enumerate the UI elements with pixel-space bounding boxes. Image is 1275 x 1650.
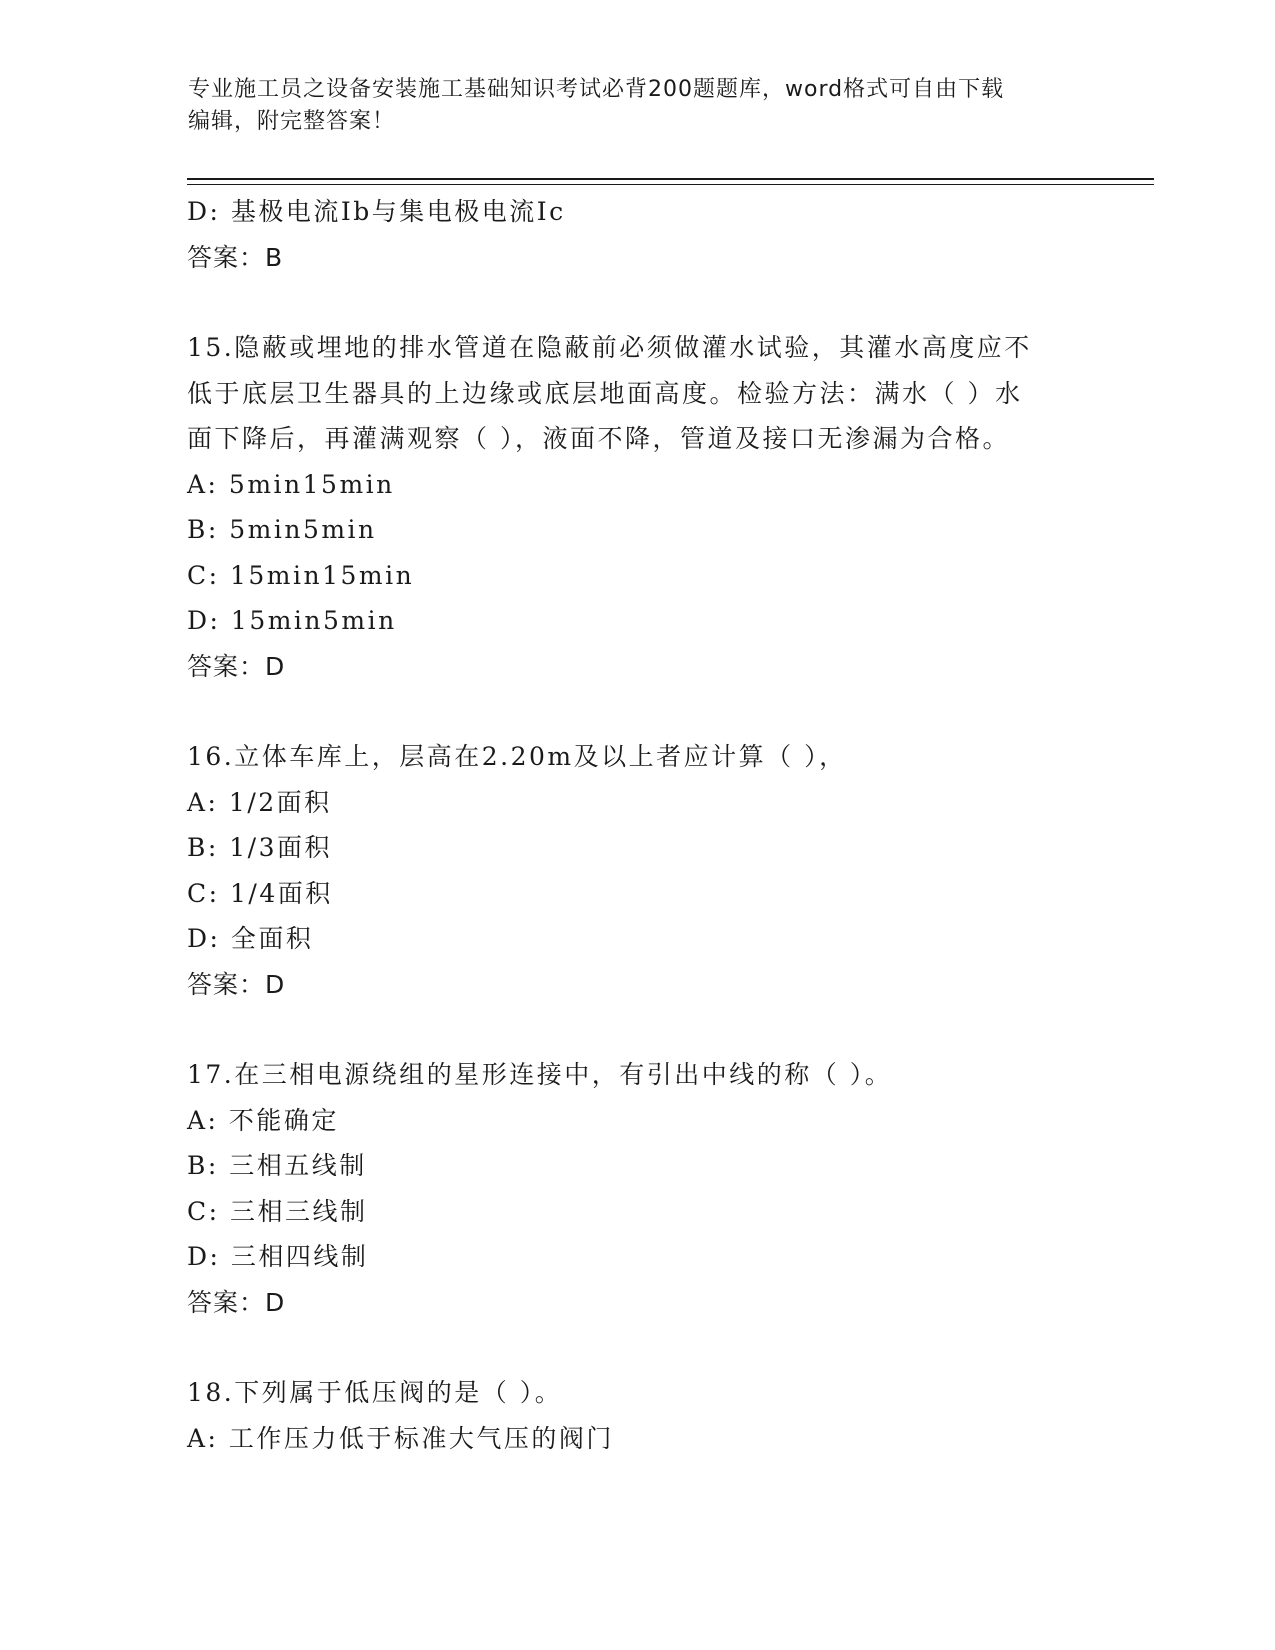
question-14-tail [187, 189, 1087, 280]
question-stem-line: 17.在三相电源绕组的星形连接中，有引出中线的称（ ）。 [187, 1060, 893, 1089]
header-title-line-2: 编辑，附完整答案！ [188, 109, 396, 134]
option-b: B: 1/3面积 [187, 833, 332, 862]
option-d: D: 15min5min [187, 606, 397, 635]
question-stem-line: 低于底层卫生器具的上边缘或底层地面高度。检验方法：满水（ ）水 [187, 378, 1023, 408]
answer-line: 答案：D [187, 1287, 286, 1317]
header-divider-thick [187, 178, 1154, 180]
question-stem-line: 面下降后，再灌满观察（ ），液面不降，管道及接口无渗漏为合格。 [187, 424, 1010, 453]
option-a: A: 不能确定 [187, 1105, 339, 1135]
question-gap [187, 280, 1087, 325]
question-16 [187, 734, 1087, 1007]
option-d: D: 基极电流Ib与集电极电流Ic [187, 197, 566, 226]
option-d: D: 全面积 [187, 924, 314, 953]
question-17 [187, 1052, 1087, 1325]
option-d: D: 三相四线制 [187, 1242, 369, 1271]
option-b: B: 5min5min [187, 515, 377, 544]
option-a: A: 1/2面积 [187, 787, 332, 817]
header-title-line-1: 专业施工员之设备安装施工基础知识考试必背200题题库，word格式可自由下载 [188, 77, 1005, 102]
question-gap [187, 689, 1087, 734]
question-list [187, 189, 1087, 1461]
option-a: A: 5min15min [187, 469, 395, 499]
question-stem-line: 18.下列属于低压阀的是（ ）。 [187, 1378, 563, 1407]
question-15 [187, 325, 1087, 689]
question-gap [187, 1325, 1087, 1370]
option-c: C: 三相三线制 [187, 1196, 368, 1226]
answer-line: 答案：B [187, 242, 284, 272]
option-c: C: 15min15min [187, 560, 415, 590]
header-divider-thin [187, 184, 1154, 185]
document-header [188, 74, 1088, 138]
answer-line: 答案：D [187, 651, 286, 681]
question-gap [187, 1007, 1087, 1052]
question-stem-line: 16.立体车库上，层高在2.20m及以上者应计算（ ）， [187, 742, 847, 771]
option-c: C: 1/4面积 [187, 878, 333, 908]
option-b: B: 三相五线制 [187, 1151, 367, 1180]
question-18 [187, 1370, 1087, 1461]
option-a: A: 工作压力低于标准大气压的阀门 [187, 1423, 614, 1453]
answer-line: 答案：D [187, 969, 286, 999]
question-stem-line: 15.隐蔽或埋地的排水管道在隐蔽前必须做灌水试验，其灌水高度应不 [187, 333, 1032, 362]
